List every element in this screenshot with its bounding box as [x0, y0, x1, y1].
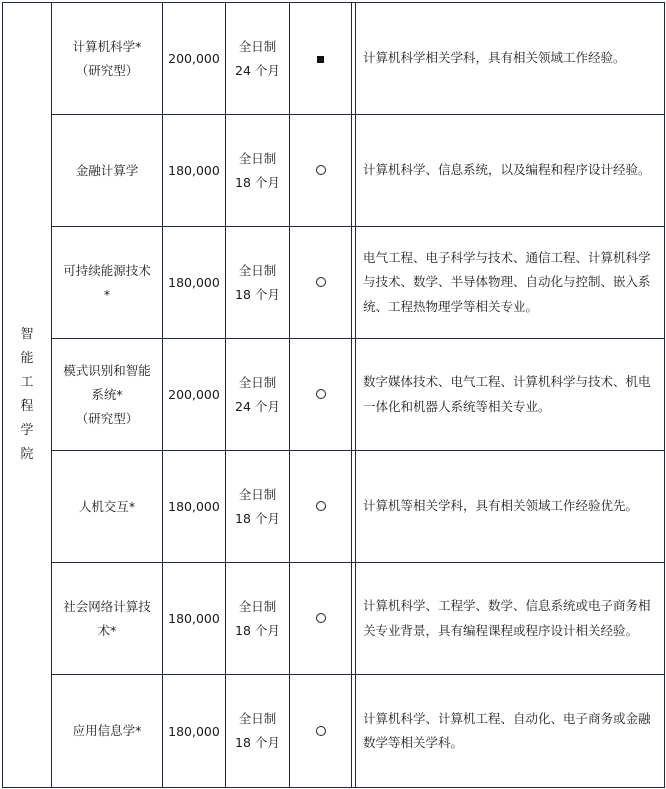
requirements-cell: 电气工程、电子科学与技术、通信工程、计算机科学与技术、数学、半导体物理、自动化与控制、嵌入系统、工程热物理学等相关专业。 — [356, 227, 665, 339]
marker-cell — [290, 227, 352, 339]
program-name-line: 人机交互* — [78, 498, 136, 514]
study-mode-line: 24 个月 — [235, 62, 280, 78]
marker-cell — [290, 3, 352, 115]
study-mode-line: 18 个月 — [235, 510, 280, 526]
open-circle-icon — [316, 277, 326, 287]
marker-cell — [290, 339, 352, 451]
study-mode-line: 18 个月 — [235, 735, 280, 750]
study-mode-line: 全日制 — [238, 598, 277, 614]
study-mode-cell — [226, 675, 290, 788]
table-row — [3, 563, 665, 675]
study-mode-line: 全日制 — [238, 262, 277, 278]
program-name-line: （研究型） — [75, 62, 139, 78]
study-mode-line: 24 个月 — [235, 398, 280, 414]
requirements-cell: 计算机等相关学科，具有相关领域工作经验优先。 — [356, 451, 665, 563]
requirements-cell: 计算机科学、计算机工程、自动化、电子商务或金融数学等相关学科。 — [356, 675, 665, 788]
study-mode-line: 18 个月 — [235, 286, 280, 302]
program-name-cell — [52, 339, 163, 451]
program-name-line: 模式识别和智能 — [63, 362, 151, 378]
program-name-cell — [52, 675, 163, 788]
program-name-cell — [52, 3, 163, 115]
program-table-wrapper — [2, 2, 664, 787]
program-name-cell — [52, 563, 163, 675]
program-name-line: 术* — [97, 622, 117, 638]
program-name-line: 社会网络计算技 — [63, 598, 151, 614]
study-mode-line: 18 个月 — [235, 622, 280, 638]
program-name-line: 金融计算学 — [75, 162, 139, 178]
open-circle-icon — [316, 501, 326, 511]
program-table — [2, 2, 665, 788]
requirements-cell: 计算机科学、工程学、数学、信息系统或电子商务相关专业背景，具有编程课程或程序设计相关经验。 — [356, 563, 665, 675]
study-mode-cell — [226, 339, 290, 451]
tuition-fee-cell: 180,000 — [163, 115, 226, 227]
table-row — [3, 675, 665, 788]
program-name-line: 应用信息学* — [72, 723, 142, 738]
tuition-fee-cell: 200,000 — [163, 339, 226, 451]
program-name-line: 系统* — [91, 386, 123, 402]
open-circle-icon — [316, 726, 326, 736]
open-circle-icon — [316, 613, 326, 623]
program-name-line: * — [103, 286, 111, 302]
program-name-cell — [52, 451, 163, 563]
study-mode-line: 18 个月 — [235, 174, 280, 190]
study-mode-line: 全日制 — [238, 711, 277, 726]
study-mode-line: 全日制 — [238, 374, 277, 390]
program-name-line: （研究型） — [75, 410, 139, 426]
marker-cell — [290, 451, 352, 563]
study-mode-cell — [226, 115, 290, 227]
tuition-fee-cell: 200,000 — [163, 3, 226, 115]
requirements-cell: 计算机科学相关学科，具有相关领域工作经验。 — [356, 3, 665, 115]
filled-square-icon — [317, 56, 324, 63]
tuition-fee-cell: 180,000 — [163, 675, 226, 788]
program-name-cell — [52, 115, 163, 227]
study-mode-cell — [226, 451, 290, 563]
marker-cell — [290, 115, 352, 227]
study-mode-line: 全日制 — [238, 150, 277, 166]
study-mode-cell — [226, 3, 290, 115]
study-mode-line: 全日制 — [238, 38, 277, 54]
table-row — [3, 115, 665, 227]
school-name: 智能工程学院 — [20, 327, 34, 462]
study-mode-cell — [226, 563, 290, 675]
study-mode-cell — [226, 227, 290, 339]
marker-cell — [290, 563, 352, 675]
tuition-fee-cell: 180,000 — [163, 227, 226, 339]
study-mode-line: 全日制 — [238, 486, 277, 502]
program-name-line: 计算机科学* — [72, 38, 142, 54]
marker-cell — [290, 675, 352, 788]
tuition-fee-cell: 180,000 — [163, 451, 226, 563]
open-circle-icon — [316, 389, 326, 399]
school-cell — [3, 3, 52, 788]
program-name-line: 可持续能源技术 — [63, 262, 151, 278]
requirements-cell: 数字媒体技术、电气工程、计算机科学与技术、机电一体化和机器人系统等相关专业。 — [356, 339, 665, 451]
open-circle-icon — [316, 165, 326, 175]
table-row — [3, 339, 665, 451]
program-table-body — [3, 3, 665, 788]
program-name-cell — [52, 227, 163, 339]
table-row — [3, 451, 665, 563]
tuition-fee-cell: 180,000 — [163, 563, 226, 675]
table-row — [3, 227, 665, 339]
requirements-cell: 计算机科学、信息系统，以及编程和程序设计经验。 — [356, 115, 665, 227]
table-row — [3, 3, 665, 115]
